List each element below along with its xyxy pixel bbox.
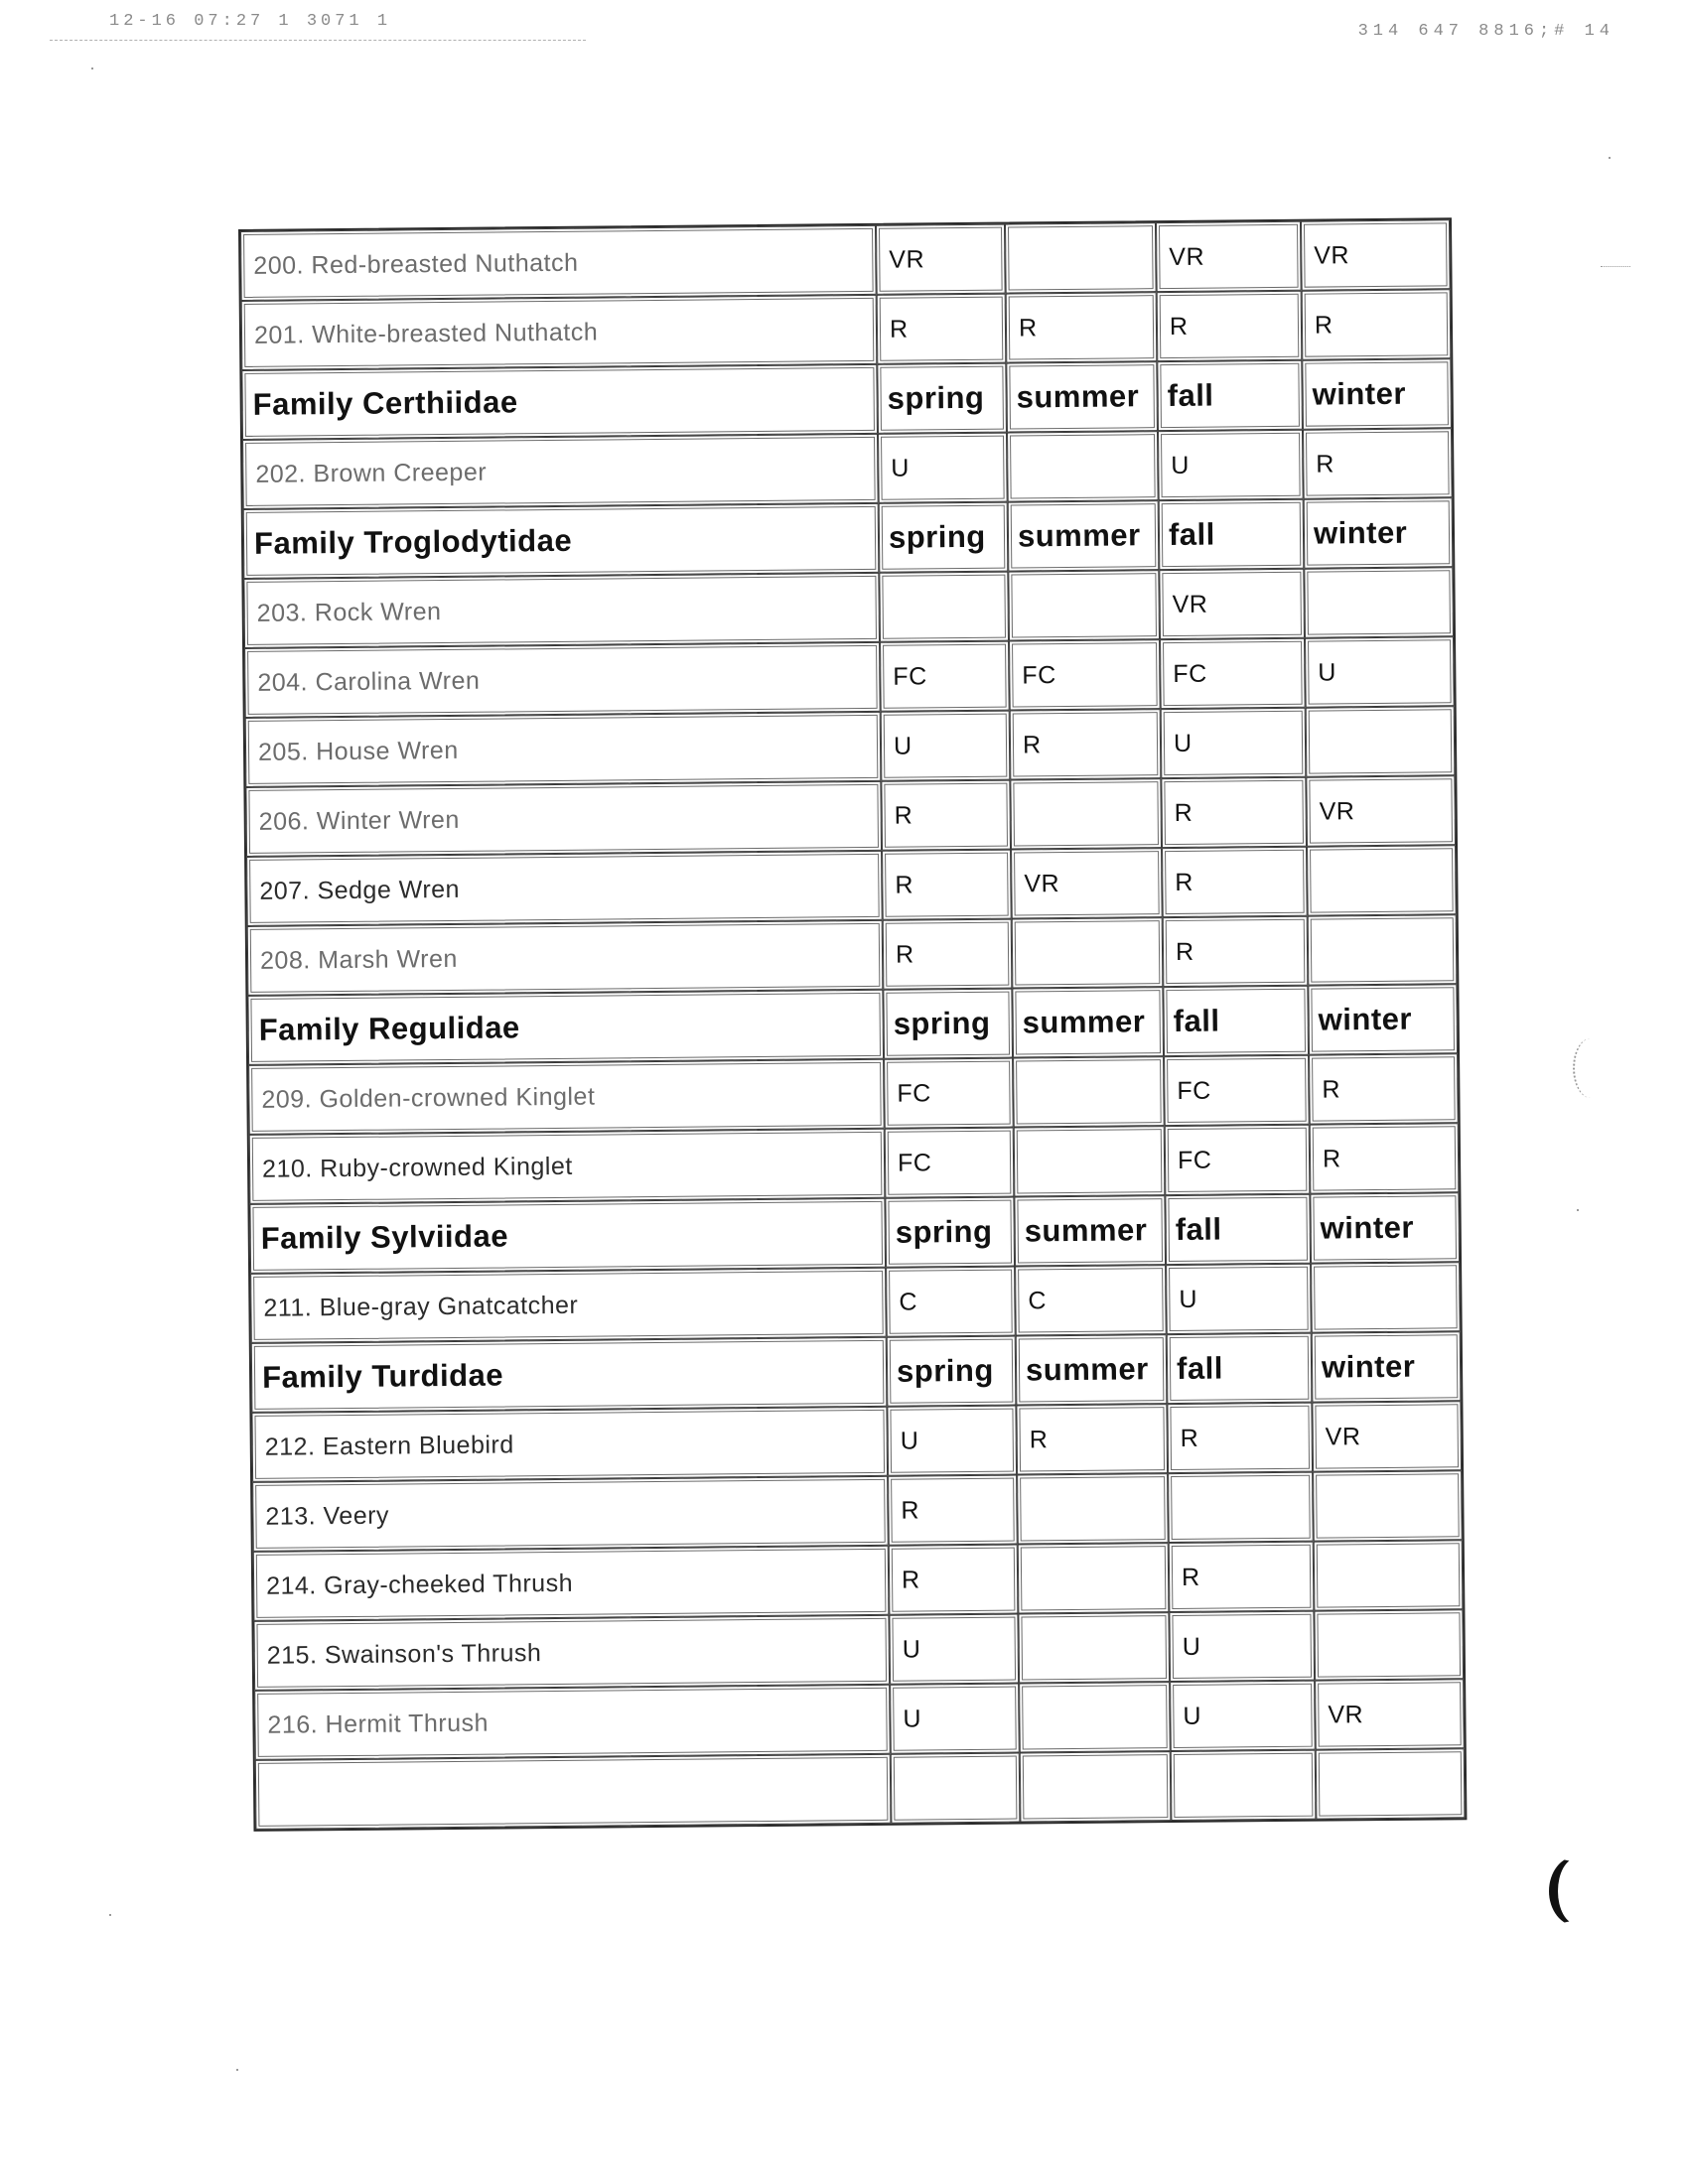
- season-header-summer: summer: [1006, 361, 1158, 432]
- season-header-fall: fall: [1165, 1194, 1311, 1265]
- family-header-row: [241, 358, 1452, 440]
- status-fall-cell: U: [1161, 708, 1307, 778]
- family-header-row: [249, 1192, 1460, 1274]
- family-header-row: [247, 984, 1458, 1065]
- season-header-summer: summer: [1014, 1195, 1166, 1266]
- bird-checklist-table: [238, 217, 1467, 1832]
- species-name-cell: 213. Veery: [252, 1476, 889, 1552]
- scan-speck: [109, 1914, 111, 1916]
- family-name-cell: Family Regulidae: [247, 990, 884, 1065]
- status-winter-cell: VR: [1306, 775, 1456, 846]
- status-winter-cell: R: [1303, 428, 1453, 498]
- status-fall-cell: U: [1158, 430, 1304, 500]
- status-spring-cell: R: [881, 780, 1011, 851]
- family-header-row: [251, 1331, 1462, 1413]
- status-summer-cell: [1012, 917, 1164, 988]
- status-winter-cell: [1306, 706, 1456, 776]
- status-fall-cell: [1171, 1750, 1317, 1821]
- species-row: [245, 706, 1456, 787]
- season-header-winter: winter: [1302, 358, 1452, 429]
- season-header-summer: summer: [1016, 1334, 1168, 1405]
- status-spring-cell: U: [878, 433, 1008, 503]
- status-summer-cell: [1018, 1543, 1170, 1613]
- status-winter-cell: [1308, 914, 1458, 985]
- status-summer-cell: [1017, 1473, 1169, 1544]
- status-fall-cell: [1168, 1472, 1314, 1543]
- season-header-winter: winter: [1308, 984, 1458, 1054]
- margin-bracket-mark: [1573, 1038, 1609, 1098]
- status-spring-cell: FC: [884, 1058, 1014, 1129]
- family-name-cell: Family Troglodytidae: [243, 503, 880, 579]
- species-row: [244, 636, 1455, 718]
- season-header-spring: spring: [883, 989, 1013, 1059]
- status-winter-cell: [1316, 1748, 1466, 1819]
- species-name-cell: [255, 1754, 892, 1830]
- status-winter-cell: [1304, 567, 1454, 637]
- status-summer-cell: R: [1016, 1404, 1168, 1474]
- species-row: [254, 1679, 1465, 1760]
- scan-speck: [1577, 1209, 1579, 1211]
- species-name-cell: 214. Gray-cheeked Thrush: [253, 1546, 890, 1621]
- season-header-summer: summer: [1008, 500, 1160, 571]
- status-spring-cell: R: [883, 919, 1013, 990]
- species-name-cell: 207. Sedge Wren: [246, 851, 883, 926]
- season-header-fall: fall: [1167, 1333, 1313, 1404]
- status-summer-cell: [1018, 1612, 1170, 1683]
- status-winter-cell: [1313, 1470, 1463, 1541]
- status-spring-cell: VR: [876, 224, 1006, 295]
- status-winter-cell: R: [1302, 289, 1452, 359]
- status-spring-cell: U: [881, 711, 1011, 781]
- status-summer-cell: [1019, 1682, 1171, 1752]
- fax-header-right: 314 647 8816;# 14: [1357, 22, 1614, 41]
- species-name-cell: 204. Carolina Wren: [244, 642, 881, 718]
- status-summer-cell: VR: [1011, 848, 1163, 918]
- status-summer-cell: [1007, 431, 1159, 501]
- species-row: [255, 1748, 1466, 1830]
- season-header-winter: winter: [1312, 1331, 1462, 1402]
- status-summer-cell: [1014, 1126, 1166, 1196]
- status-fall-cell: R: [1163, 916, 1309, 987]
- status-fall-cell: U: [1169, 1611, 1315, 1682]
- species-row: [253, 1609, 1464, 1691]
- species-name-cell: 206. Winter Wren: [245, 781, 882, 857]
- status-fall-cell: FC: [1164, 1055, 1310, 1126]
- checklist-table-wrapper: [238, 217, 1463, 1832]
- species-name-cell: 216. Hermit Thrush: [254, 1685, 891, 1760]
- season-header-spring: spring: [887, 1336, 1017, 1407]
- status-fall-cell: R: [1162, 847, 1308, 917]
- status-winter-cell: R: [1309, 1053, 1459, 1124]
- status-fall-cell: R: [1157, 291, 1303, 361]
- status-summer-cell: [1020, 1751, 1172, 1822]
- season-header-fall: fall: [1157, 360, 1303, 431]
- status-spring-cell: R: [888, 1475, 1018, 1546]
- status-summer-cell: [1010, 778, 1162, 849]
- stray-scan-mark: [1601, 266, 1630, 267]
- status-fall-cell: VR: [1156, 221, 1302, 292]
- status-spring-cell: R: [882, 850, 1012, 920]
- status-summer-cell: R: [1010, 709, 1162, 779]
- status-winter-cell: VR: [1315, 1679, 1465, 1749]
- status-summer-cell: C: [1015, 1265, 1167, 1335]
- status-fall-cell: FC: [1165, 1125, 1311, 1195]
- season-header-winter: winter: [1310, 1192, 1460, 1263]
- status-fall-cell: U: [1170, 1681, 1316, 1751]
- species-row: [242, 428, 1453, 509]
- status-fall-cell: R: [1161, 777, 1307, 848]
- status-spring-cell: C: [886, 1267, 1016, 1337]
- family-name-cell: Family Sylviidae: [249, 1198, 886, 1274]
- season-header-fall: fall: [1159, 499, 1305, 570]
- status-spring-cell: R: [889, 1545, 1019, 1615]
- species-row: [241, 289, 1452, 370]
- species-name-cell: 209. Golden-crowned Kinglet: [248, 1059, 885, 1135]
- species-row: [249, 1123, 1460, 1204]
- species-name-cell: 200. Red-breasted Nuthatch: [240, 225, 877, 301]
- season-header-spring: spring: [879, 502, 1009, 573]
- status-summer-cell: FC: [1009, 639, 1161, 710]
- season-header-fall: fall: [1163, 986, 1309, 1056]
- species-name-cell: 212. Eastern Bluebird: [251, 1407, 888, 1482]
- status-summer-cell: [1013, 1056, 1165, 1127]
- scan-speck: [1609, 157, 1611, 159]
- status-winter-cell: [1311, 1262, 1461, 1332]
- status-winter-cell: [1307, 845, 1457, 915]
- species-row: [251, 1401, 1462, 1482]
- status-summer-cell: [1005, 222, 1157, 293]
- status-summer-cell: R: [1006, 292, 1158, 362]
- species-row: [247, 914, 1458, 996]
- scan-speck: [236, 2069, 238, 2071]
- species-name-cell: 202. Brown Creeper: [242, 434, 879, 509]
- family-name-cell: Family Turdidae: [251, 1337, 888, 1413]
- status-fall-cell: R: [1167, 1403, 1313, 1473]
- status-spring-cell: U: [890, 1684, 1020, 1754]
- status-winter-cell: [1314, 1540, 1464, 1610]
- species-row: [246, 845, 1457, 926]
- status-summer-cell: [1008, 570, 1160, 640]
- status-spring-cell: U: [887, 1406, 1017, 1476]
- species-name-cell: 210. Ruby-crowned Kinglet: [249, 1129, 886, 1204]
- fax-header-left: 12-16 07:27 1 3071 1: [109, 12, 392, 31]
- species-row: [252, 1470, 1463, 1552]
- crescent-scan-mark: [1549, 1856, 1604, 1926]
- species-row: [248, 1053, 1459, 1135]
- species-row: [245, 775, 1456, 857]
- species-name-cell: 211. Blue-gray Gnatcatcher: [250, 1268, 887, 1343]
- species-name-cell: 205. House Wren: [245, 712, 882, 787]
- status-fall-cell: VR: [1159, 569, 1305, 639]
- species-name-cell: 203. Rock Wren: [243, 573, 880, 648]
- family-header-row: [243, 497, 1454, 579]
- family-name-cell: Family Certhiidae: [241, 364, 878, 440]
- status-winter-cell: U: [1305, 636, 1455, 707]
- season-header-spring: spring: [877, 363, 1007, 434]
- species-row: [250, 1262, 1461, 1343]
- season-header-summer: summer: [1012, 987, 1164, 1057]
- status-spring-cell: [891, 1753, 1021, 1824]
- status-winter-cell: R: [1310, 1123, 1460, 1193]
- status-spring-cell: [879, 572, 1009, 642]
- status-fall-cell: FC: [1160, 638, 1306, 709]
- status-winter-cell: VR: [1312, 1401, 1462, 1471]
- species-row: [243, 567, 1454, 648]
- status-winter-cell: VR: [1301, 219, 1451, 290]
- status-spring-cell: FC: [880, 641, 1010, 712]
- fax-header-rule: [50, 40, 586, 42]
- species-name-cell: 208. Marsh Wren: [247, 920, 884, 996]
- status-spring-cell: FC: [885, 1128, 1015, 1198]
- season-header-winter: winter: [1304, 497, 1454, 568]
- species-row: [253, 1540, 1464, 1621]
- scan-speck: [91, 68, 93, 69]
- status-spring-cell: R: [877, 294, 1007, 364]
- species-name-cell: 215. Swainson's Thrush: [253, 1615, 890, 1691]
- season-header-spring: spring: [885, 1197, 1015, 1268]
- status-spring-cell: U: [889, 1614, 1019, 1685]
- species-row: [240, 219, 1451, 301]
- status-fall-cell: U: [1166, 1264, 1312, 1334]
- checklist-body: [240, 219, 1465, 1830]
- status-fall-cell: R: [1169, 1542, 1315, 1612]
- status-winter-cell: [1314, 1609, 1464, 1680]
- species-name-cell: 201. White-breasted Nuthatch: [241, 295, 878, 370]
